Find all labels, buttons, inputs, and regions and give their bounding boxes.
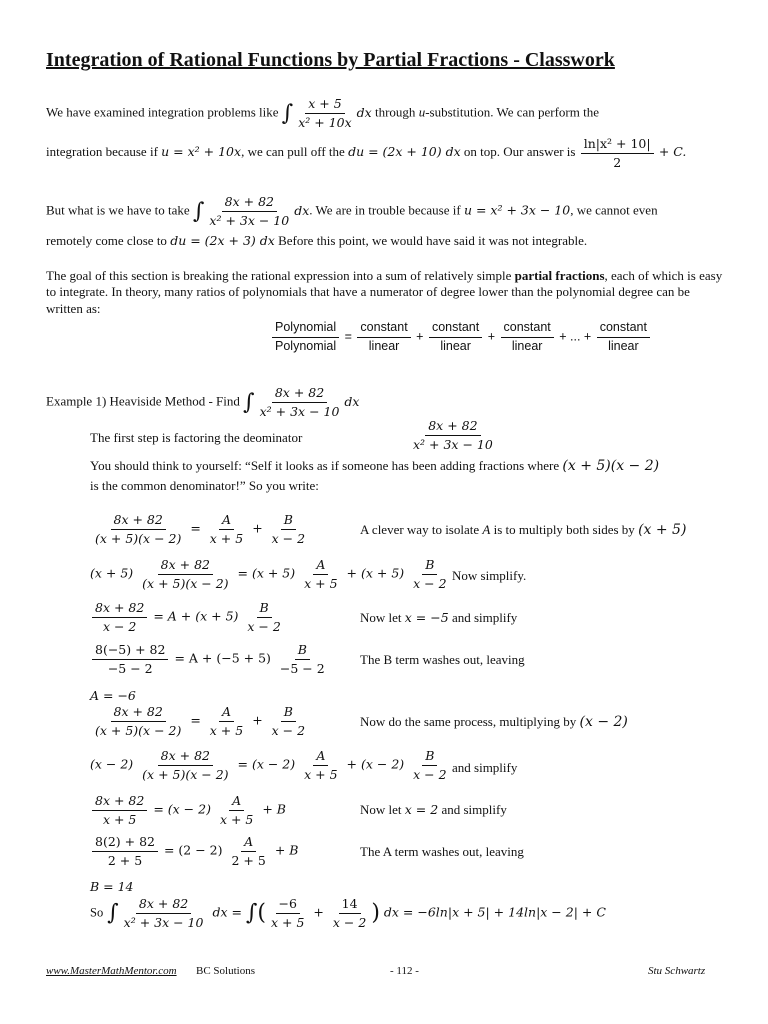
du-expression: du = (2x + 10) dx [348,144,461,160]
intro-answer: $\frac{\text{ln|x² + 10|}}{2}$ [581,136,654,170]
note-1: A clever way to isolate A is to multiply both sides by (x + 5) [360,522,687,538]
note-5: Now do the same process, multiplying by (x − 2) [360,714,628,730]
footer-page-number: - 112 - [390,965,419,977]
equation-2: (x + 5) $\frac{8x + 82}{(x + 5)(x - 2)}$ = (x + 5) $\frac{A}{x + 5}$ + (x + 5) $\frac{B}{x - 2}$ [90,557,447,591]
para2-integral: ∫ $\frac{8x + 82}{\text{x² + 3x − 10}}$ dx [192,194,310,228]
example-heading: Example 1) Heaviside Method - Find ∫ $\frac{8x + 82}{\text{x² + 3x − 10}}$ dx [46,385,360,419]
note-3: Now let x = −5 and simplify [360,610,518,625]
intro-line-2: integration because if u = x² + 10x, we can pull off the du = (2x + 10) dx on top. Our answer is $\frac{\text{ln|x² + 10|}}{2}$ + C. [46,136,687,170]
result-A: A = −6 [90,688,136,703]
result-B: B = 14 [90,879,134,894]
equation-6: (x − 2) $\frac{8x + 82}{(x + 5)(x - 2)}$ = (x − 2) $\frac{A}{x + 5}$ + (x − 2) $\frac{B}{x - 2}$ [90,748,447,782]
step-factoring: The first step is factoring the deominator [90,430,303,445]
intro-integral: ∫ $\frac{x + 5}{\text{x² + 10x}}$ dx [281,96,372,130]
think-line-1: You should think to yourself: “Self it looks as if someone has been adding fractions where (x + 5)(x − 2) [90,458,660,474]
page-title: Integration of Rational Functions by Partial Fractions - Classwork [46,49,615,71]
equation-5: $\frac{8x + 82}{(x + 5)(x - 2)}$ = $\frac{A}{x + 5}$ + $\frac{B}{x - 2}$ [95,704,306,738]
footer-author: Stu Schwartz [648,965,706,977]
equation-3: $\frac{8x + 82}{x - 2}$ = A + (x + 5) $\frac{B}{x - 2}$ [90,600,286,634]
step-factoring-fraction: $\frac{8x + 82}{\text{x² + 3x − 10}}$ [413,418,493,452]
note-4: The B term washes out, leaving [360,652,525,667]
equation-8: $\frac{8(2) + 82}{2 + 5}$ = (2 − 2) $\frac{A}{2 + 5}$ + B [90,834,298,868]
footer-book: BC Solutions [196,965,255,977]
equation-4: $\frac{8(-5) + 82}{-5 - 2}$ = A + (−5 + 5) $\frac{B}{-5 - 2}$ [90,642,330,676]
para2-line-2: remotely come close to du = (2x + 3) dx Before this point, we would have said it was not integrable. [46,233,588,248]
note-8: The A term washes out, leaving [360,844,524,859]
intro-line-1: We have examined integration problems like ∫ $\frac{x + 5}{\text{x² + 10x}}$ dx through u-substitution. We can perform the [46,96,599,130]
note-6: and simplify [452,760,518,775]
final-answer: So ∫ $\frac{8x + 82}{\text{x² + 3x − 10}}$ dx = ∫( $\frac{-6}{x + 5}$ + $\frac{14}{x - 2}$ ) dx = −6ln|x + 5| + 14ln|x − 2| + C [90,896,606,930]
equation-7: $\frac{8x + 82}{x + 5}$ = (x − 2) $\frac{A}{x + 5}$ + B [90,793,286,827]
u-substitution: u = x² + 10x [161,144,242,160]
partial-fraction-form: $\frac{\text{Polynomial}}{\text{Polynomial}}$ = $\frac{\text{constant}}{\text{linear}}$ + $\frac{\text{constant}}{\text{linear}}$ + $\frac{\text{constant}}{\text{linear}}$ + ... + $\frac{\text{constant}}{\text{linear}}$ [270,320,652,354]
note-2: Now simplify. [452,568,527,583]
equation-1: $\frac{8x + 82}{(x + 5)(x - 2)}$ = $\frac{A}{x + 5}$ + $\frac{B}{x - 2}$ [95,512,306,546]
think-line-2: is the common denominator!” So you write: [90,478,319,493]
para3-text: The goal of this section is breaking the rational expression into a sum of relatively simple partial fractions, each of which is easy to integrate. In theory, many ratios of polynomials that have a numerator of degree lower than the polynomial degree can be written as: [46,268,723,316]
footer-site: www.MasterMathMentor.com [46,965,177,977]
note-7: Now let x = 2 and simplify [360,802,507,817]
para2-line-1: But what is we have to take ∫ $\frac{8x + 82}{\text{x² + 3x − 10}}$ dx. We are in trouble because if u = x² + 3x − 10, we cannot even [46,194,658,228]
